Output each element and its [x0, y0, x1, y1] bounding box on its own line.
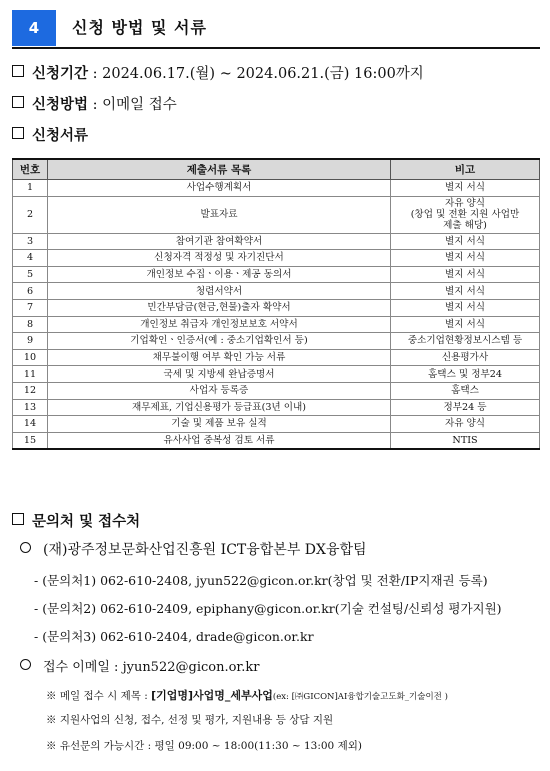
documents-line — [12, 124, 88, 145]
table-row — [13, 333, 540, 350]
period-label: 신청기간 — [32, 66, 89, 82]
table-row — [13, 299, 540, 316]
table-row — [13, 399, 540, 416]
row-remark: 홈택스 — [391, 382, 540, 399]
row-remark: 별지 서식 — [391, 180, 540, 197]
table-row — [13, 196, 540, 233]
row-document: 국세 및 지방세 완납증명서 — [48, 366, 391, 383]
table-row — [13, 180, 540, 197]
table-row — [13, 366, 540, 383]
row-remark: 신용평가사 — [391, 349, 540, 366]
table-row — [13, 266, 540, 283]
table-row — [13, 233, 540, 250]
header-rule — [12, 47, 540, 49]
table-row — [13, 316, 540, 333]
contact-heading — [12, 510, 140, 531]
row-document: 신청자격 적정성 및 자기진단서 — [48, 250, 391, 267]
table-row — [13, 416, 540, 433]
remark-line: (창업 및 전환 지원 사업만 — [410, 209, 520, 221]
documents-table — [12, 158, 540, 450]
row-document: 기술 및 제품 보유 실적 — [48, 416, 391, 433]
header-number: 번호 — [13, 159, 48, 180]
contact-line-2: - (문의처2) 062-610-2409, epiphany@gicon.or.kr(기술 컨설팅/신뢰성 평가지원) — [34, 601, 502, 616]
row-document: 기업확인ㆍ인증서(예 : 중소기업확인서 등) — [48, 333, 391, 350]
row-number: 9 — [13, 333, 48, 350]
row-number: 5 — [13, 266, 48, 283]
row-document: 민간부담금(현금,현물)출자 확약서 — [48, 299, 391, 316]
section-number: 4 — [12, 10, 56, 46]
remark-line: 자유 양식 — [444, 198, 486, 210]
contact-line-3: - (문의처3) 062-610-2404, drade@gicon.or.kr — [34, 629, 314, 644]
row-document: 개인정보 취급자 개인정보보호 서약서 — [48, 316, 391, 333]
contact-label: 문의처 및 접수처 — [32, 514, 141, 530]
row-number: 15 — [13, 432, 48, 449]
row-number: 4 — [13, 250, 48, 267]
header-document: 제출서류 목록 — [48, 159, 391, 180]
row-remark: 별지 서식 — [391, 266, 540, 283]
circle-bullet-icon — [20, 659, 31, 670]
subject-prefix: ※ 메일 접수 시 제목 : — [46, 690, 152, 702]
row-remark: 정부24 등 — [391, 399, 540, 416]
row-remark — [391, 196, 540, 233]
row-number: 14 — [13, 416, 48, 433]
row-remark: 홈택스 및 정부24 — [391, 366, 540, 383]
contact-org-line — [20, 539, 367, 559]
subject-example: (ex: [㈜GICON]AI융합기술고도화_기술이전 ) — [272, 692, 448, 702]
row-number: 10 — [13, 349, 48, 366]
subject-note — [46, 687, 448, 703]
row-number: 1 — [13, 180, 48, 197]
row-number: 8 — [13, 316, 48, 333]
row-number: 2 — [13, 196, 48, 233]
table-row — [13, 382, 540, 399]
row-document: 채무불이행 여부 확인 가능 서류 — [48, 349, 391, 366]
table-header-row — [13, 159, 540, 180]
row-number: 7 — [13, 299, 48, 316]
row-remark: 자유 양식 — [391, 416, 540, 433]
table-row — [13, 432, 540, 449]
row-document: 참여기관 참여확약서 — [48, 233, 391, 250]
row-document: 재무제표, 기업신용평가 등급표(3년 이내) — [48, 399, 391, 416]
row-document: 청렴서약서 — [48, 283, 391, 300]
hours-note: ※ 유선문의 가능시간 : 평일 09:00 ~ 18:00(11:30 ~ 13:00 제외) — [46, 740, 362, 752]
row-remark: NTIS — [391, 432, 540, 449]
row-document: 사업자 등록증 — [48, 382, 391, 399]
row-number: 12 — [13, 382, 48, 399]
period-line — [12, 62, 424, 83]
row-remark: 별지 서식 — [391, 233, 540, 250]
section-header — [12, 10, 540, 46]
row-number: 3 — [13, 233, 48, 250]
row-number: 13 — [13, 399, 48, 416]
row-remark: 별지 서식 — [391, 299, 540, 316]
checkbox-square-icon — [12, 96, 24, 108]
documents-label: 신청서류 — [32, 128, 89, 144]
row-remark: 별지 서식 — [391, 250, 540, 267]
email-line — [20, 656, 259, 675]
section-title: 신청 방법 및 서류 — [72, 18, 207, 37]
row-document: 개인정보 수집ㆍ이용ㆍ제공 동의서 — [48, 266, 391, 283]
row-document: 사업수행계획서 — [48, 180, 391, 197]
subject-format: [기업명]사업명_세부사업 — [151, 689, 273, 702]
support-note: ※ 지원사업의 신청, 접수, 선정 및 평가, 지원내용 등 상담 지원 — [46, 714, 334, 726]
row-number: 11 — [13, 366, 48, 383]
period-value: : 2024.06.17.(월) ~ 2024.06.21.(금) 16:00까지 — [92, 66, 424, 82]
table-row — [13, 283, 540, 300]
row-remark: 중소기업현황정보시스템 등 — [391, 333, 540, 350]
row-remark: 별지 서식 — [391, 283, 540, 300]
table-row — [13, 250, 540, 267]
row-document: 발표자료 — [48, 196, 391, 233]
method-label: 신청방법 — [32, 97, 89, 113]
row-remark: 별지 서식 — [391, 316, 540, 333]
checkbox-square-icon — [12, 127, 24, 139]
row-number: 6 — [13, 283, 48, 300]
contact-org: (재)광주정보문화산업진흥원 ICT융합본부 DX융합팀 — [43, 542, 367, 558]
checkbox-square-icon — [12, 513, 24, 525]
remark-line: 제출 해당) — [443, 220, 487, 232]
table-row — [13, 349, 540, 366]
contact-line-1: - (문의처1) 062-610-2408, jyun522@gicon.or.kr(창업 및 전환/IP지재권 등록) — [34, 573, 488, 588]
row-document: 유사사업 중복성 검토 서류 — [48, 432, 391, 449]
method-line — [12, 93, 177, 114]
method-value: : 이메일 접수 — [92, 97, 177, 113]
circle-bullet-icon — [20, 542, 31, 553]
header-remark: 비고 — [391, 159, 540, 180]
email-text: 접수 이메일 : jyun522@gicon.or.kr — [43, 660, 260, 675]
checkbox-square-icon — [12, 65, 24, 77]
